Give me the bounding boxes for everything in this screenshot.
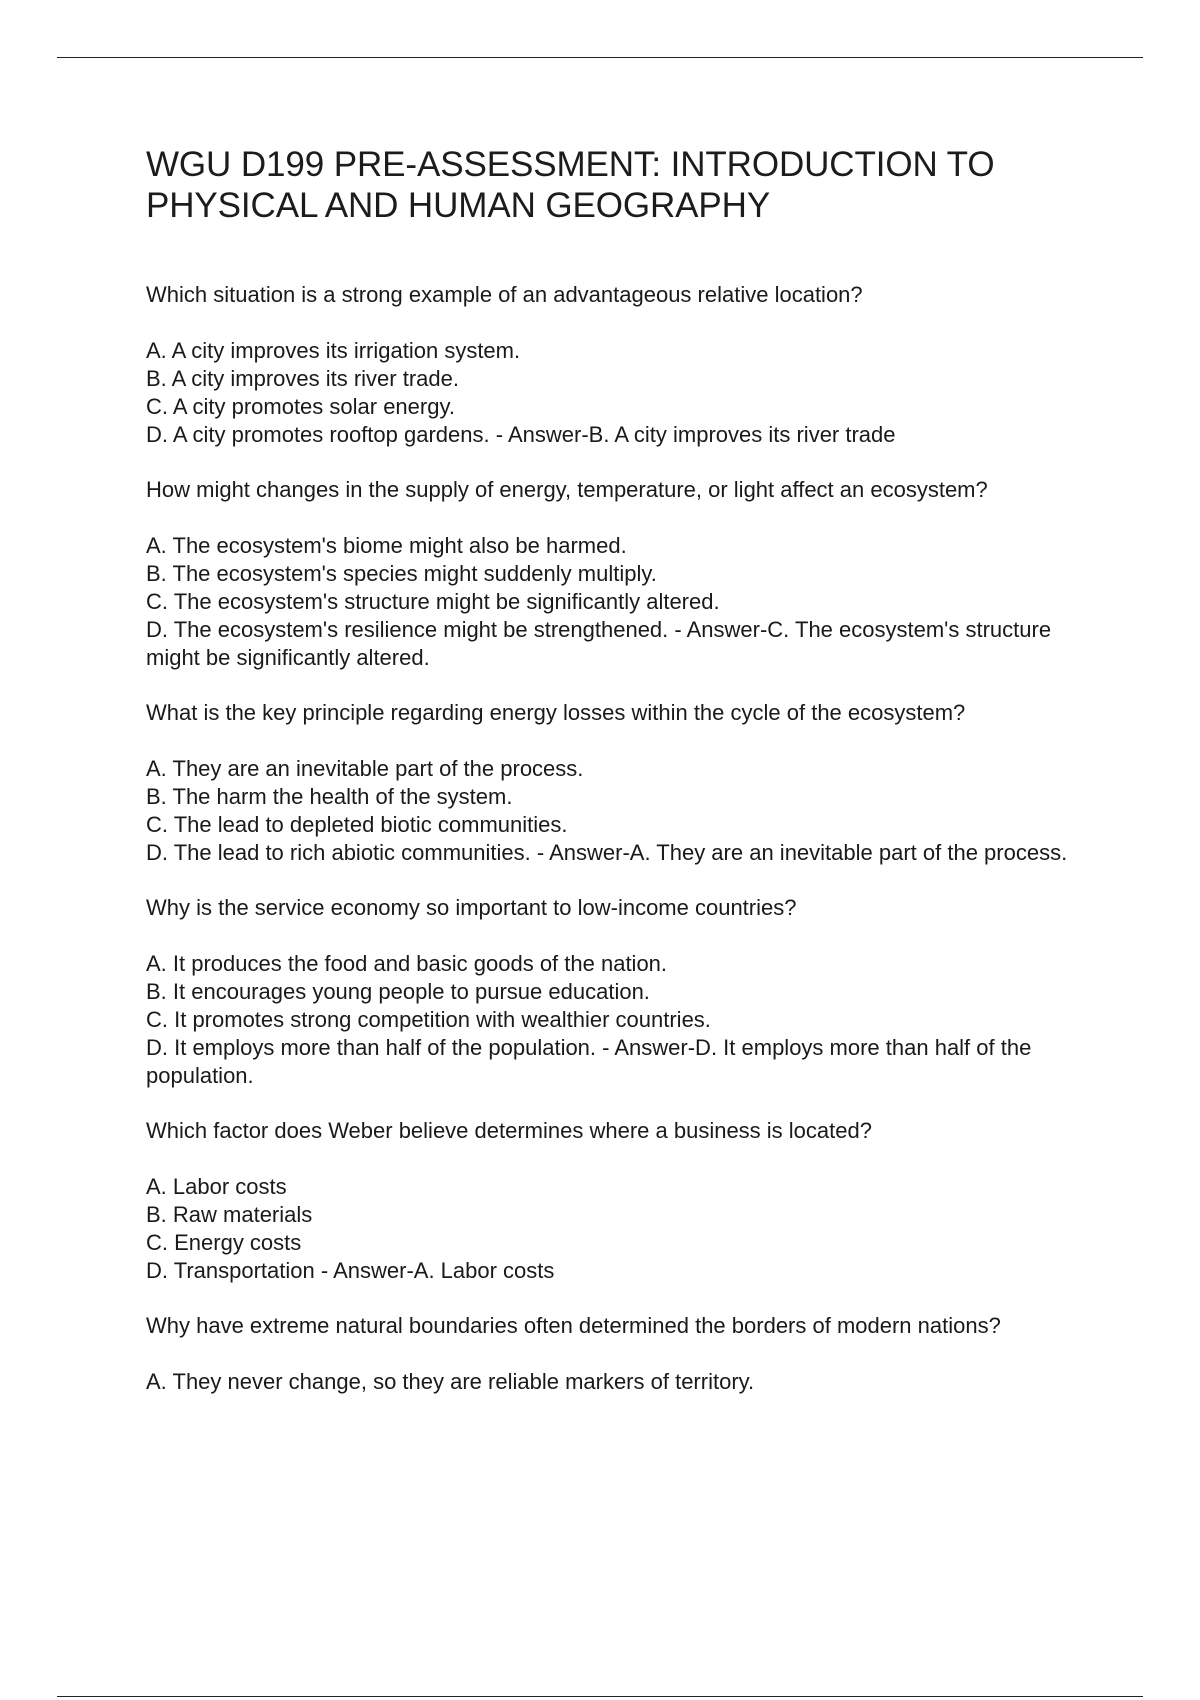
question-text: Why is the service economy so important to low-income countries?	[146, 895, 797, 920]
answer-option: A. They are an inevitable part of the process.	[146, 756, 584, 781]
question-block-3	[146, 699, 1096, 867]
answer-option: C. A city promotes solar energy.	[146, 394, 455, 419]
answer-option: C. The ecosystem's structure might be significantly altered.	[146, 589, 720, 614]
answer-option: A. The ecosystem's biome might also be harmed.	[146, 533, 627, 558]
document-body	[146, 144, 1096, 1423]
answer-option: C. The lead to depleted biotic communities.	[146, 812, 568, 837]
answer-option: B. It encourages young people to pursue education.	[146, 979, 650, 1004]
answer-option: B. The harm the health of the system.	[146, 784, 513, 809]
answer-option: D. Transportation - Answer-A. Labor costs	[146, 1258, 555, 1283]
answer-option: A. They never change, so they are reliable markers of territory.	[146, 1369, 755, 1394]
question-block-4	[146, 894, 1096, 1090]
answer-option: D. A city promotes rooftop gardens. - Answer-B. A city improves its river trade	[146, 422, 896, 447]
answer-option: A. It produces the food and basic goods of the nation.	[146, 951, 668, 976]
answer-option: B. The ecosystem's species might suddenly multiply.	[146, 561, 657, 586]
answer-option: D. The ecosystem's resilience might be strengthened. - Answer-C. The ecosystem's structure might be significantly altered.	[146, 617, 1052, 670]
answer-option: D. It employs more than half of the population. - Answer-D. It employs more than half of the population.	[146, 1035, 1032, 1088]
answer-option: A. Labor costs	[146, 1174, 287, 1199]
question-text: Which factor does Weber believe determines where a business is located?	[146, 1118, 872, 1143]
question-block-6	[146, 1312, 1096, 1396]
question-text: How might changes in the supply of energy, temperature, or light affect an ecosystem?	[146, 477, 988, 502]
top-divider	[57, 57, 1143, 58]
answer-option: B. Raw materials	[146, 1202, 313, 1227]
question-block-1	[146, 281, 1096, 449]
bottom-divider	[57, 1696, 1143, 1697]
answer-option: C. Energy costs	[146, 1230, 302, 1255]
question-block-2	[146, 476, 1096, 672]
document-title: WGU D199 PRE-ASSESSMENT: INTRODUCTION TO PHYSICAL AND HUMAN GEOGRAPHY	[146, 145, 995, 225]
answer-option: A. A city improves its irrigation system.	[146, 338, 521, 363]
question-text: What is the key principle regarding energy losses within the cycle of the ecosystem?	[146, 700, 966, 725]
answer-option: B. A city improves its river trade.	[146, 366, 459, 391]
question-block-5	[146, 1117, 1096, 1285]
answer-option: C. It promotes strong competition with wealthier countries.	[146, 1007, 711, 1032]
question-text: Which situation is a strong example of an advantageous relative location?	[146, 282, 863, 307]
answer-option: D. The lead to rich abiotic communities. - Answer-A. They are an inevitable part of the process.	[146, 840, 1068, 865]
question-text: Why have extreme natural boundaries often determined the borders of modern nations?	[146, 1313, 1001, 1338]
